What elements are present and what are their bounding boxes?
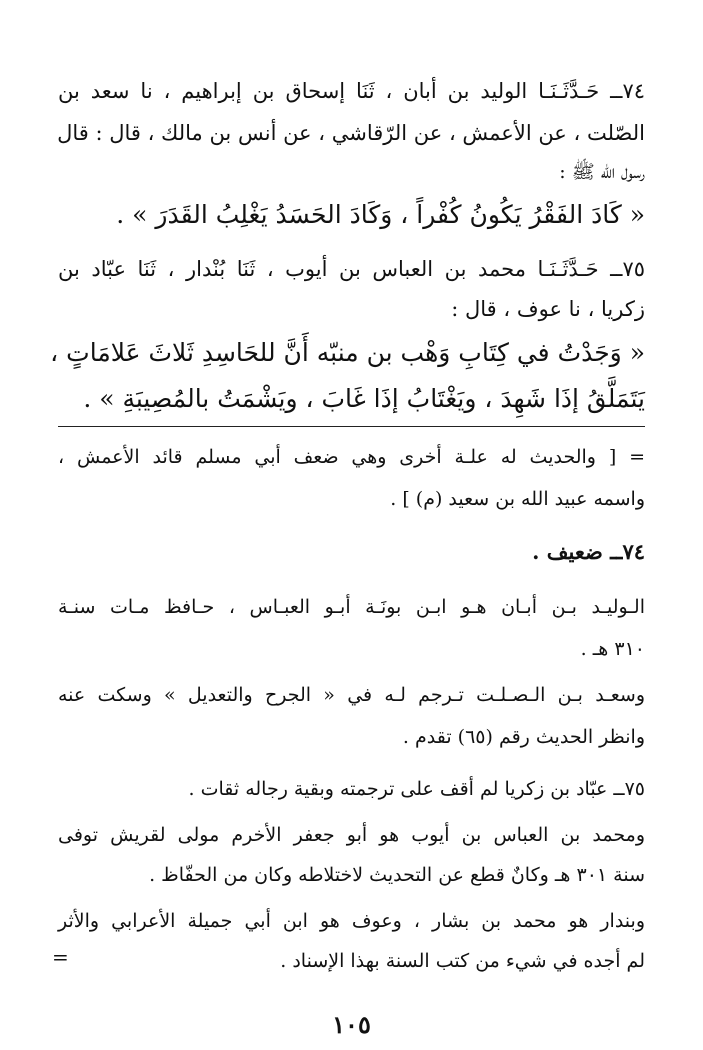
hadith-74-isnad-line-1: ٧٤ــ حَـدَّثَـنَـا الوليد بن أبان ، ثَنَا إسحاق بن إبراهيم ، نا سعد بن [58,79,645,103]
hadith-75-isnad-line-1: ٧٥ــ حَـدَّثَـنَـا محمد بن العباس بن أيوب ، ثَنَا بُنْدار ، ثَنَا عبّاد بن [58,257,645,281]
grade-74-heading: ٧٤ــ ضعيف . [532,539,645,564]
continuation-mark: = [52,945,69,969]
note-saad-line-1: وسعـد بـن الـصـلـت تـرجم لـه في « الجرح والتعديل » وسكت عنه [58,684,645,706]
note-muhammad-line-2: سنة ٣٠١ هـ وكانٌ قطع عن التحديث لاختلاطه وكان من الحفّاظ . [149,864,645,886]
note-bundar-line-2: لم أجده في شيء من كتب السنة بهذا الإسناد . [280,950,645,972]
note-muhammad-line-1: ومحمد بن العباس بن أيوب هو أبو جعفر الأخرم مولى لقريش توفى [58,824,645,846]
footnote-separator [58,426,645,427]
continuation-note-line-1: = [ والحديث له علـة أخرى وهي ضعف أبي مسلم قائد الأعمش ، [58,446,645,468]
note-bundar-line-1: وبندار هو محمد بن بشار ، وعوف هو ابن أبي جميلة الأعرابي والأثر [58,910,645,932]
page-number: ١٠٥ [332,1010,371,1039]
continuation-note-line-2: واسمه عبيد الله بن سعيد (م) ] . [390,488,645,510]
note-walid-line-1: الـوليـد بـن أبـان هـو ابـن بونَـة أبـو العبـاس ، حـافظ مـات سنـة [58,596,645,618]
hadith-74-isnad-line-2: الصّلت ، عن الأعمش ، عن الرّقاشي ، عن أنس بن مالك ، قال : قال [57,121,645,145]
hadith-74-matn: « كَادَ الفَقْرُ يَكُونُ كُفْراً ، وَكَادَ الحَسَدُ يَغْلِبُ القَدَرَ » . [116,200,645,229]
note-saad-line-2: وانظر الحديث رقم (٦٥) تقدم . [402,726,645,748]
hadith-75-matn-line-1: « وَجَدْتُ في كِتَابِ وَهْب بن منبّه أَنَّ للحَاسِدِ ثَلاثَ عَلامَاتٍ ، [50,338,645,367]
note-walid-line-2: ٣١٠ هـ . [580,638,645,660]
hadith-75-isnad-line-2: زكريا ، نا عوف ، قال : [451,297,645,321]
note-abbad: ٧٥ــ عبّاد بن زكريا لم أقف على ترجمته وبقية رجاله ثقات . [188,778,645,800]
hadith-74-isnad-line-3: رسول الله ﷺ : [559,161,645,183]
hadith-75-matn-line-2: يَتَمَلَّقُ إذَا شَهِدَ ، ويَغْتَابُ إذَا غَابَ ، ويَشْمَتُ بالمُصِيبَةِ » . [83,384,645,413]
